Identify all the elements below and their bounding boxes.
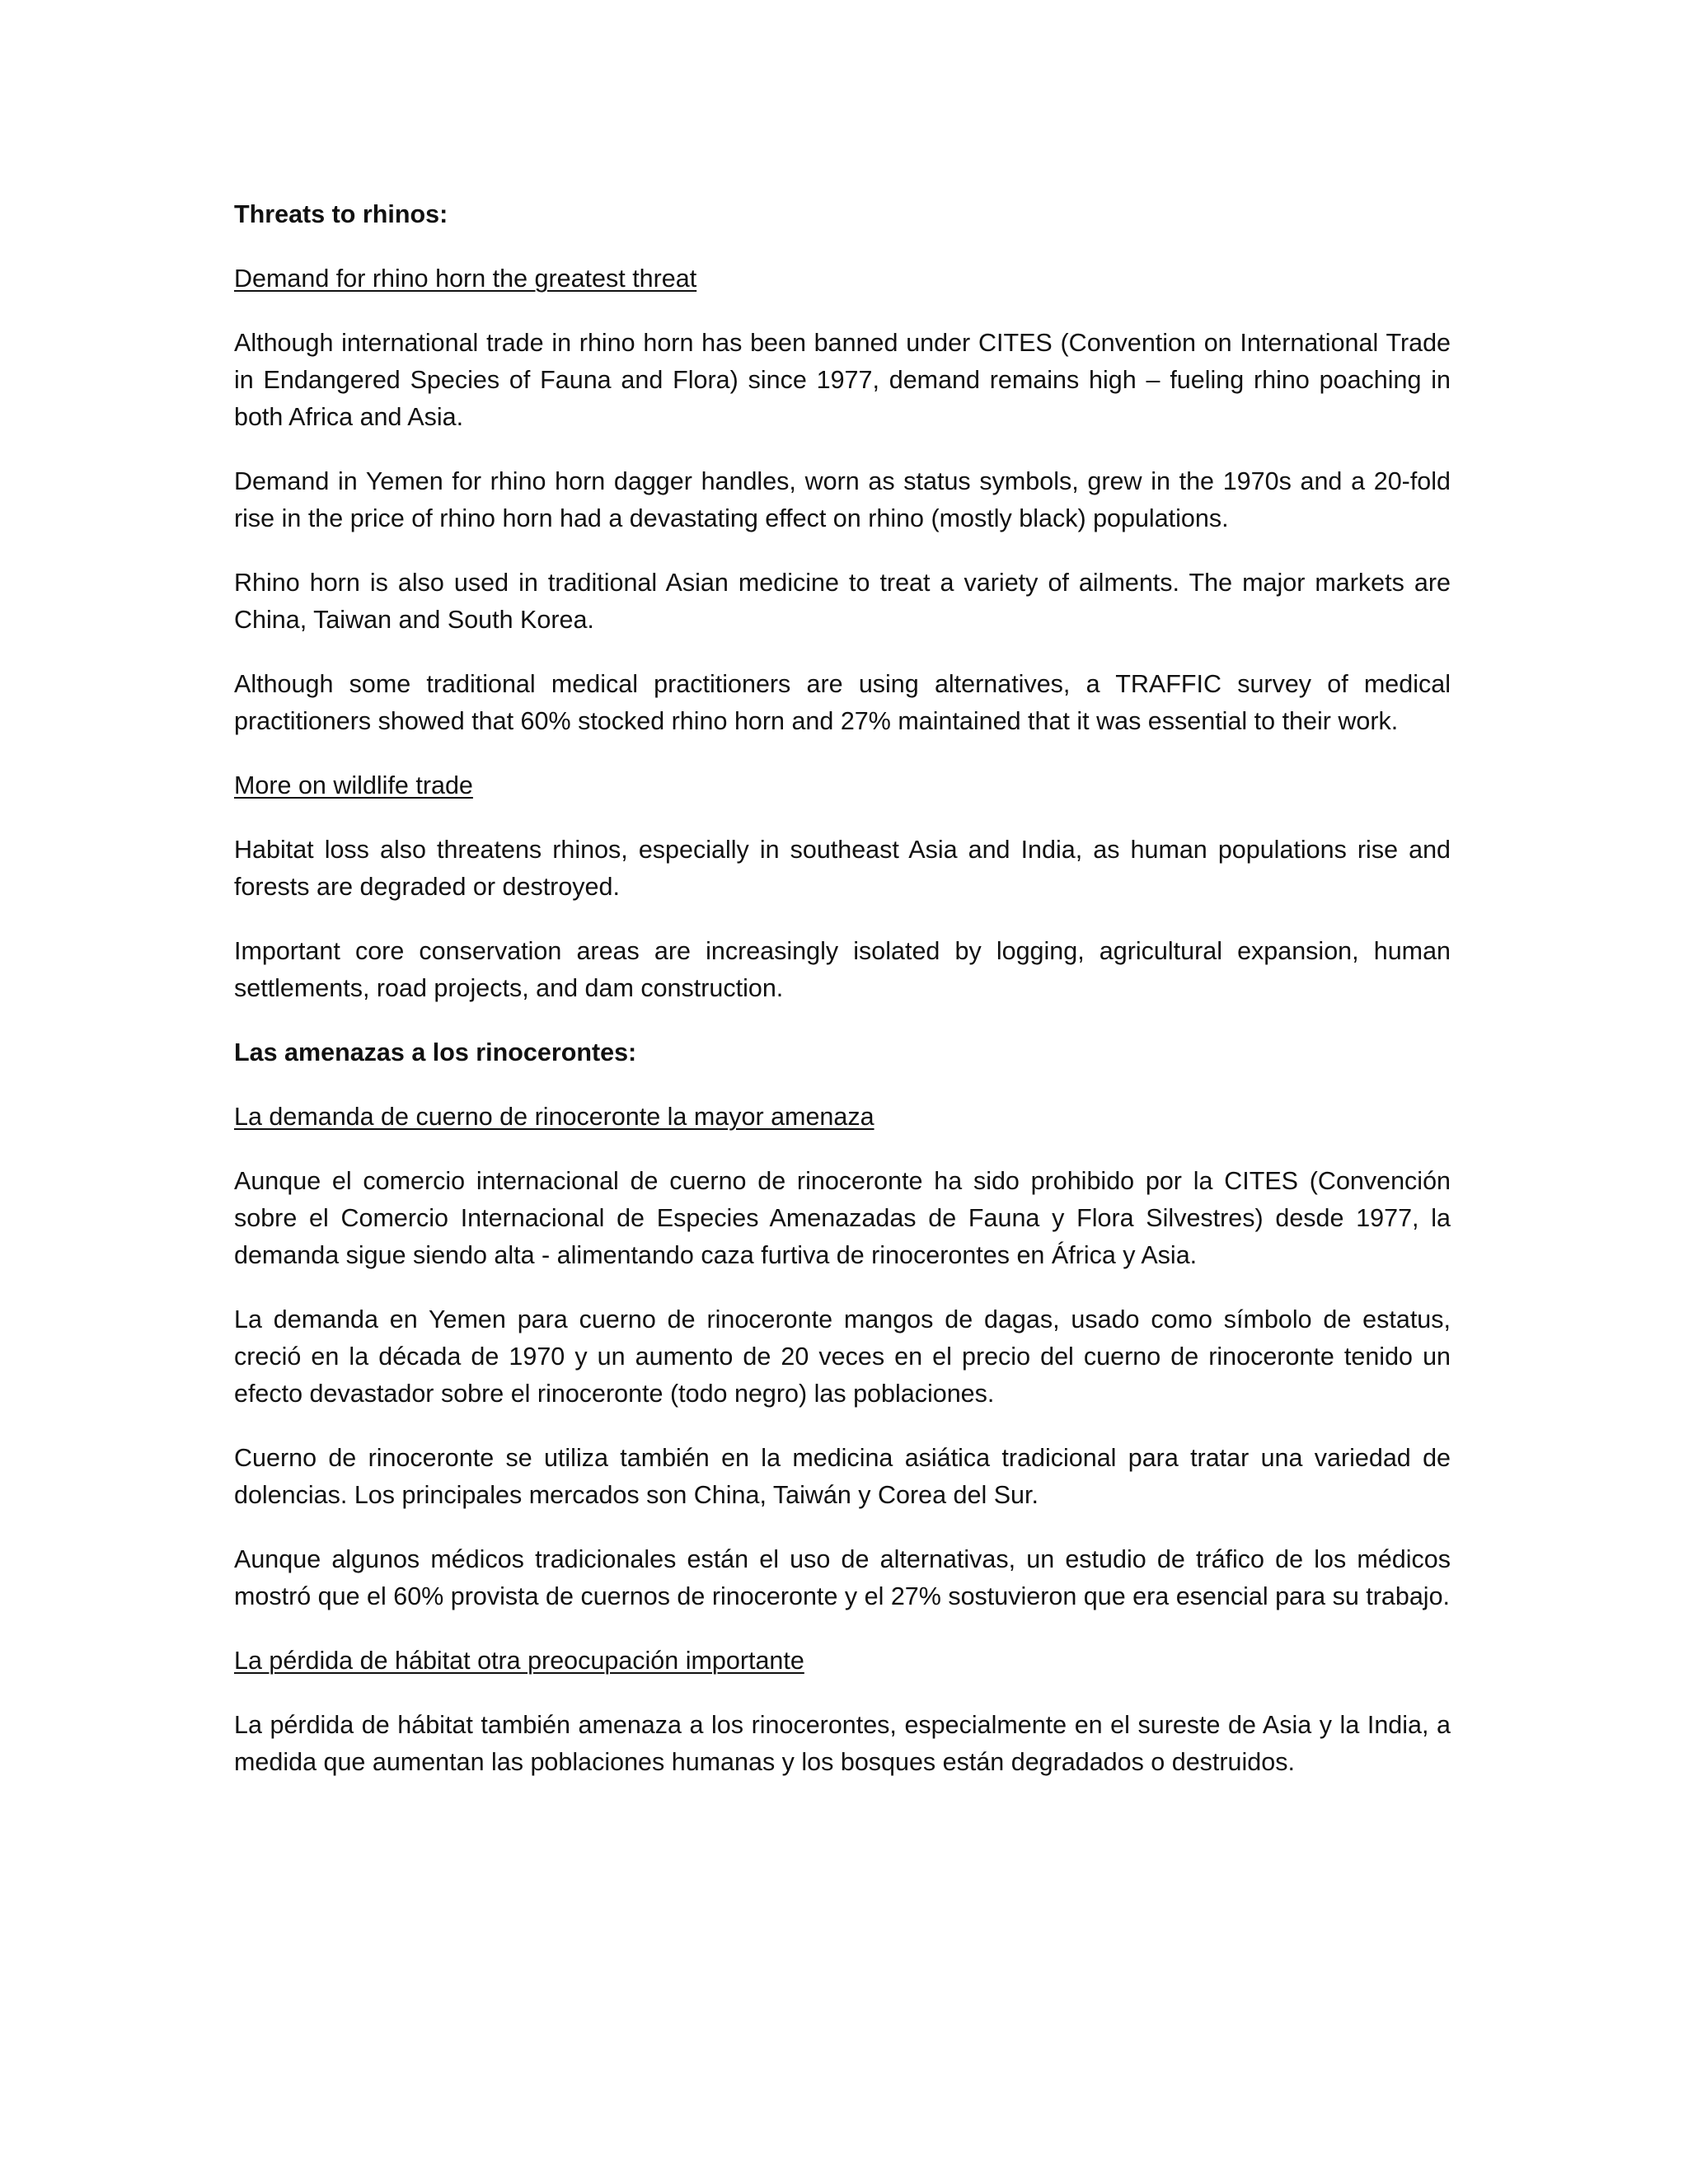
spanish-paragraph-traffic-survey: Aunque algunos médicos tradicionales están el uso de alternativas, un estudio de tráfico de los médicos mostró que el 60% provista de cuernos de rinoceronte y el 27% sostuvieron que era esencial para su trabajo. — [234, 1545, 1451, 1610]
spanish-subheading-habitat-loss: La pérdida de hábitat otra preocupación importante — [234, 1647, 804, 1675]
spanish-paragraph-asian-medicine: Cuerno de rinoceronte se utiliza también en la medicina asiática tradicional para tratar una variedad de dolencias. Los principales mercados son China, Taiwán y Corea del Sur. — [234, 1444, 1451, 1509]
english-paragraph-cites-ban: Although international trade in rhino horn has been banned under CITES (Convention on International Trade in Endangered Species of Fauna and Flora) since 1977, demand remains high – fueling rhino poaching in both Africa and Asia. — [234, 329, 1451, 431]
spanish-paragraph-yemen-demand: La demanda en Yemen para cuerno de rinoceronte mangos de dagas, usado como símbolo de estatus, creció en la década de 1970 y un aumento de 20 veces en el precio del cuerno de rinoceronte tenido un efecto devastador sobre el rinoceronte (todo negro) las poblaciones. — [234, 1305, 1451, 1408]
english-paragraph-habitat-loss: Habitat loss also threatens rhinos, especially in southeast Asia and India, as human populations rise and forests are degraded or destroyed. — [234, 836, 1451, 901]
english-paragraph-asian-medicine: Rhino horn is also used in traditional Asian medicine to treat a variety of ailments. The major markets are China, Taiwan and South Korea. — [234, 569, 1451, 634]
spanish-paragraph-cites-ban: Aunque el comercio internacional de cuerno de rinoceronte ha sido prohibido por la CITES (Convención sobre el Comercio Internacional de Especies Amenazadas de Fauna y Flora Silvestres) desde 1977, la demanda sigue siendo alta - alimentando caza furtiva de rinocerontes en África y Asia. — [234, 1167, 1451, 1269]
english-paragraph-traffic-survey: Although some traditional medical practitioners are using alternatives, a TRAFFIC survey of medical practitioners showed that 60% stocked rhino horn and 27% maintained that it was essential to their work. — [234, 670, 1451, 735]
document-body — [234, 196, 1451, 1808]
english-heading: Threats to rhinos: — [234, 200, 448, 228]
english-paragraph-yemen-demand: Demand in Yemen for rhino horn dagger handles, worn as status symbols, grew in the 1970s and a 20-fold rise in the price of rhino horn had a devastating effect on rhino (mostly black) populations. — [234, 467, 1451, 532]
english-paragraph-conservation-areas: Important core conservation areas are increasingly isolated by logging, agricultural expansion, human settlements, road projects, and dam construction. — [234, 937, 1451, 1002]
spanish-heading: Las amenazas a los rinocerontes: — [234, 1038, 637, 1066]
spanish-subheading-rhino-horn-demand: La demanda de cuerno de rinoceronte la mayor amenaza — [234, 1103, 874, 1131]
english-subheading-rhino-horn-demand: Demand for rhino horn the greatest threat — [234, 265, 697, 293]
english-subheading-wildlife-trade: More on wildlife trade — [234, 771, 473, 799]
spanish-paragraph-habitat-loss: La pérdida de hábitat también amenaza a los rinocerontes, especialmente en el sureste de Asia y la India, a medida que aumentan las poblaciones humanas y los bosques están degradados o destruidos. — [234, 1711, 1451, 1776]
